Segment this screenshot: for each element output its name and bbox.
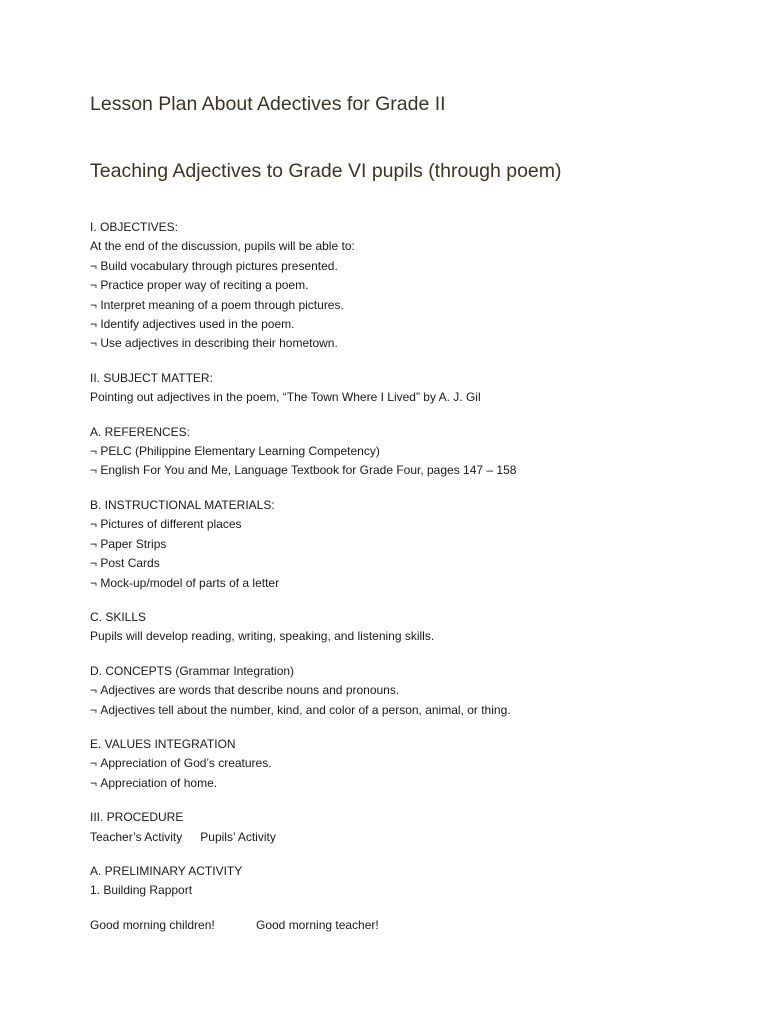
document-body	[90, 218, 750, 950]
pupils-greeting: Good morning teacher!	[256, 917, 379, 932]
reference-item: ¬ English For You and Me, Language Textbook for Grade Four, pages 147 – 158	[90, 461, 750, 480]
values-heading: E. VALUES INTEGRATION	[90, 736, 236, 751]
materials-heading: B. INSTRUCTIONAL MATERIALS:	[90, 497, 275, 512]
reference-item: ¬ PELC (Philippine Elementary Learning Competency)	[90, 442, 750, 461]
procedure-columns	[90, 828, 750, 847]
objective-item: ¬ Practice proper way of reciting a poem.	[90, 276, 750, 295]
objectives-section	[90, 218, 750, 354]
skills-section	[90, 608, 750, 647]
objective-item: ¬ Build vocabulary through pictures presented.	[90, 257, 750, 276]
values-section	[90, 735, 750, 793]
skills-heading: C. SKILLS	[90, 609, 147, 624]
materials-section	[90, 496, 750, 593]
teacher-activity-label: Teacher’s Activity	[90, 829, 183, 844]
greeting-row	[90, 916, 750, 935]
objective-item: ¬ Identify adjectives used in the poem.	[90, 315, 750, 334]
material-item: ¬ Post Cards	[90, 554, 750, 573]
procedure-section	[90, 808, 750, 847]
material-item: ¬ Mock-up/model of parts of a letter	[90, 574, 750, 593]
preliminary-heading: A. PRELIMINARY ACTIVITY	[90, 863, 243, 878]
pupils-activity-label: Pupils’ Activity	[200, 829, 276, 844]
procedure-heading: III. PROCEDURE	[90, 810, 184, 825]
subject-matter-section	[90, 369, 750, 408]
objective-item: ¬ Interpret meaning of a poem through pictures.	[90, 296, 750, 315]
objectives-heading: I. OBJECTIVES:	[90, 220, 179, 234]
concept-item: ¬ Adjectives tell about the number, kind, and color of a person, animal, or thing.	[90, 701, 750, 720]
objective-item: ¬ Use adjectives in describing their hometown.	[90, 334, 750, 353]
references-heading: A. REFERENCES:	[90, 424, 191, 439]
document-subtitle: Teaching Adjectives to Grade VI pupils (through poem)	[90, 160, 562, 182]
teacher-greeting: Good morning children!	[90, 917, 215, 932]
material-item: ¬ Pictures of different places	[90, 515, 750, 534]
preliminary-section	[90, 862, 750, 901]
value-item: ¬ Appreciation of home.	[90, 774, 750, 793]
value-item: ¬ Appreciation of God’s creatures.	[90, 754, 750, 773]
greeting-section	[90, 916, 750, 935]
skills-text: Pupils will develop reading, writing, speaking, and listening skills.	[90, 629, 435, 644]
material-item: ¬ Paper Strips	[90, 535, 750, 554]
subject-matter-heading: II. SUBJECT MATTER:	[90, 370, 213, 385]
subject-matter-text: Pointing out adjectives in the poem, “The Town Where I Lived” by A. J. Gil	[90, 390, 481, 405]
objectives-intro: At the end of the discussion, pupils will be able to:	[90, 239, 355, 254]
references-section	[90, 423, 750, 481]
preliminary-sub: 1. Building Rapport	[90, 883, 193, 898]
document-title: Lesson Plan About Adectives for Grade II	[90, 93, 446, 115]
concept-item: ¬ Adjectives are words that describe nouns and pronouns.	[90, 681, 750, 700]
concepts-heading: D. CONCEPTS (Grammar Integration)	[90, 663, 295, 678]
concepts-section	[90, 662, 750, 720]
